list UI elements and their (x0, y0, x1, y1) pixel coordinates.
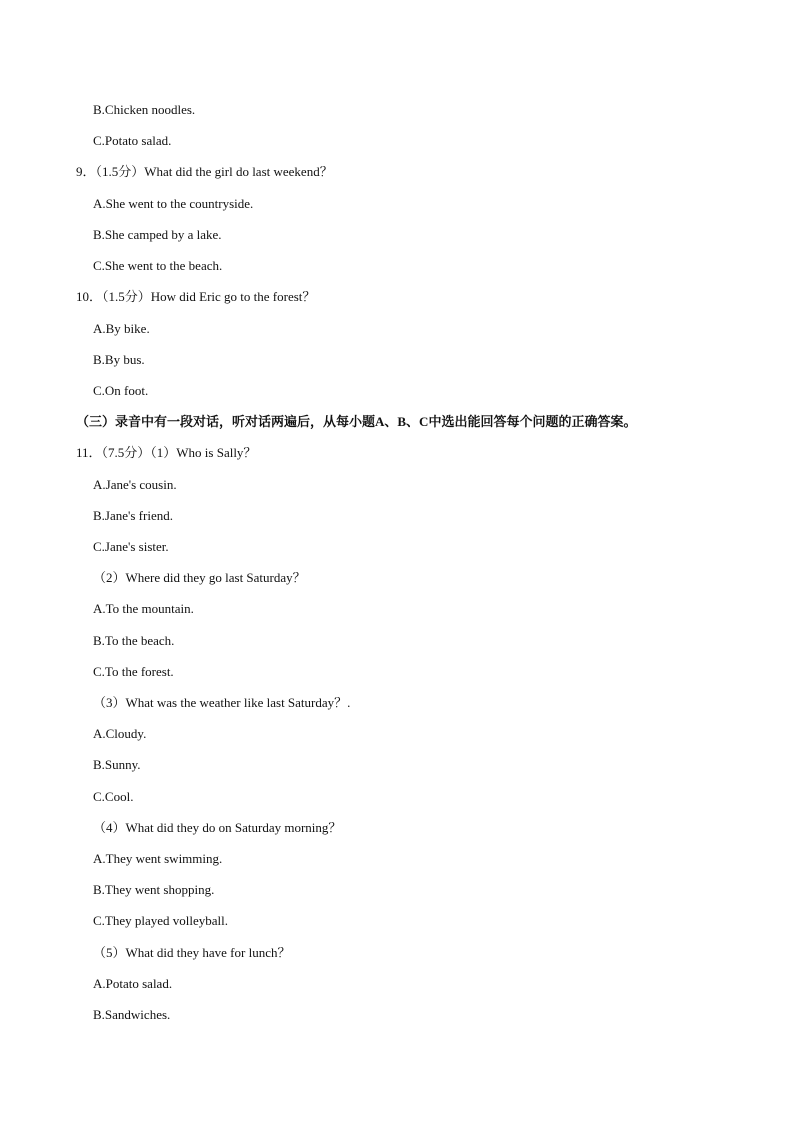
option-q11-3-c: C.Cool. (93, 789, 134, 804)
option-q11-1-c: C.Jane's sister. (93, 539, 169, 554)
question-11-3: （3）What was the weather like last Saturday？. (93, 695, 351, 710)
option-q8-b: B.Chicken noodles. (93, 102, 196, 117)
option-q11-5-a: A.Potato salad. (93, 976, 173, 991)
option-q11-1-b: B.Jane's friend. (93, 508, 173, 523)
option-q9-c: C.She went to the beach. (93, 258, 223, 273)
option-q11-3-a: A.Cloudy. (93, 726, 147, 741)
option-q11-5-b: B.Sandwiches. (93, 1007, 171, 1022)
option-q11-2-c: C.To the forest. (93, 664, 174, 679)
question-11-1: 11．（7.5分）（1）Who is Sally？ (76, 445, 257, 460)
option-q9-b: B.She camped by a lake. (93, 227, 222, 242)
section-3-instructions: （三）录音中有一段对话，听对话两遍后，从每小题A、B、C中选出能回答每个问题的正确答案。 (76, 414, 637, 429)
question-9: 9．（1.5分）What did the girl do last weekend？ (76, 164, 333, 179)
option-q8-c: C.Potato salad. (93, 133, 172, 148)
question-10: 10．（1.5分）How did Eric go to the forest？ (76, 289, 316, 304)
option-q11-2-b: B.To the beach. (93, 633, 175, 648)
option-q9-a: A.She went to the countryside. (93, 196, 254, 211)
question-11-5: （5）What did they have for lunch？ (93, 945, 291, 960)
option-q10-b: B.By bus. (93, 352, 145, 367)
option-q11-4-a: A.They went swimming. (93, 851, 223, 866)
option-q11-4-b: B.They went shopping. (93, 882, 215, 897)
option-q10-c: C.On foot. (93, 383, 149, 398)
option-q11-3-b: B.Sunny. (93, 757, 141, 772)
option-q10-a: A.By bike. (93, 321, 150, 336)
question-11-2: （2）Where did they go last Saturday？ (93, 570, 306, 585)
question-11-4: （4）What did they do on Saturday morning？ (93, 820, 342, 835)
option-q11-2-a: A.To the mountain. (93, 601, 194, 616)
option-q11-1-a: A.Jane's cousin. (93, 477, 177, 492)
option-q11-4-c: C.They played volleyball. (93, 913, 229, 928)
